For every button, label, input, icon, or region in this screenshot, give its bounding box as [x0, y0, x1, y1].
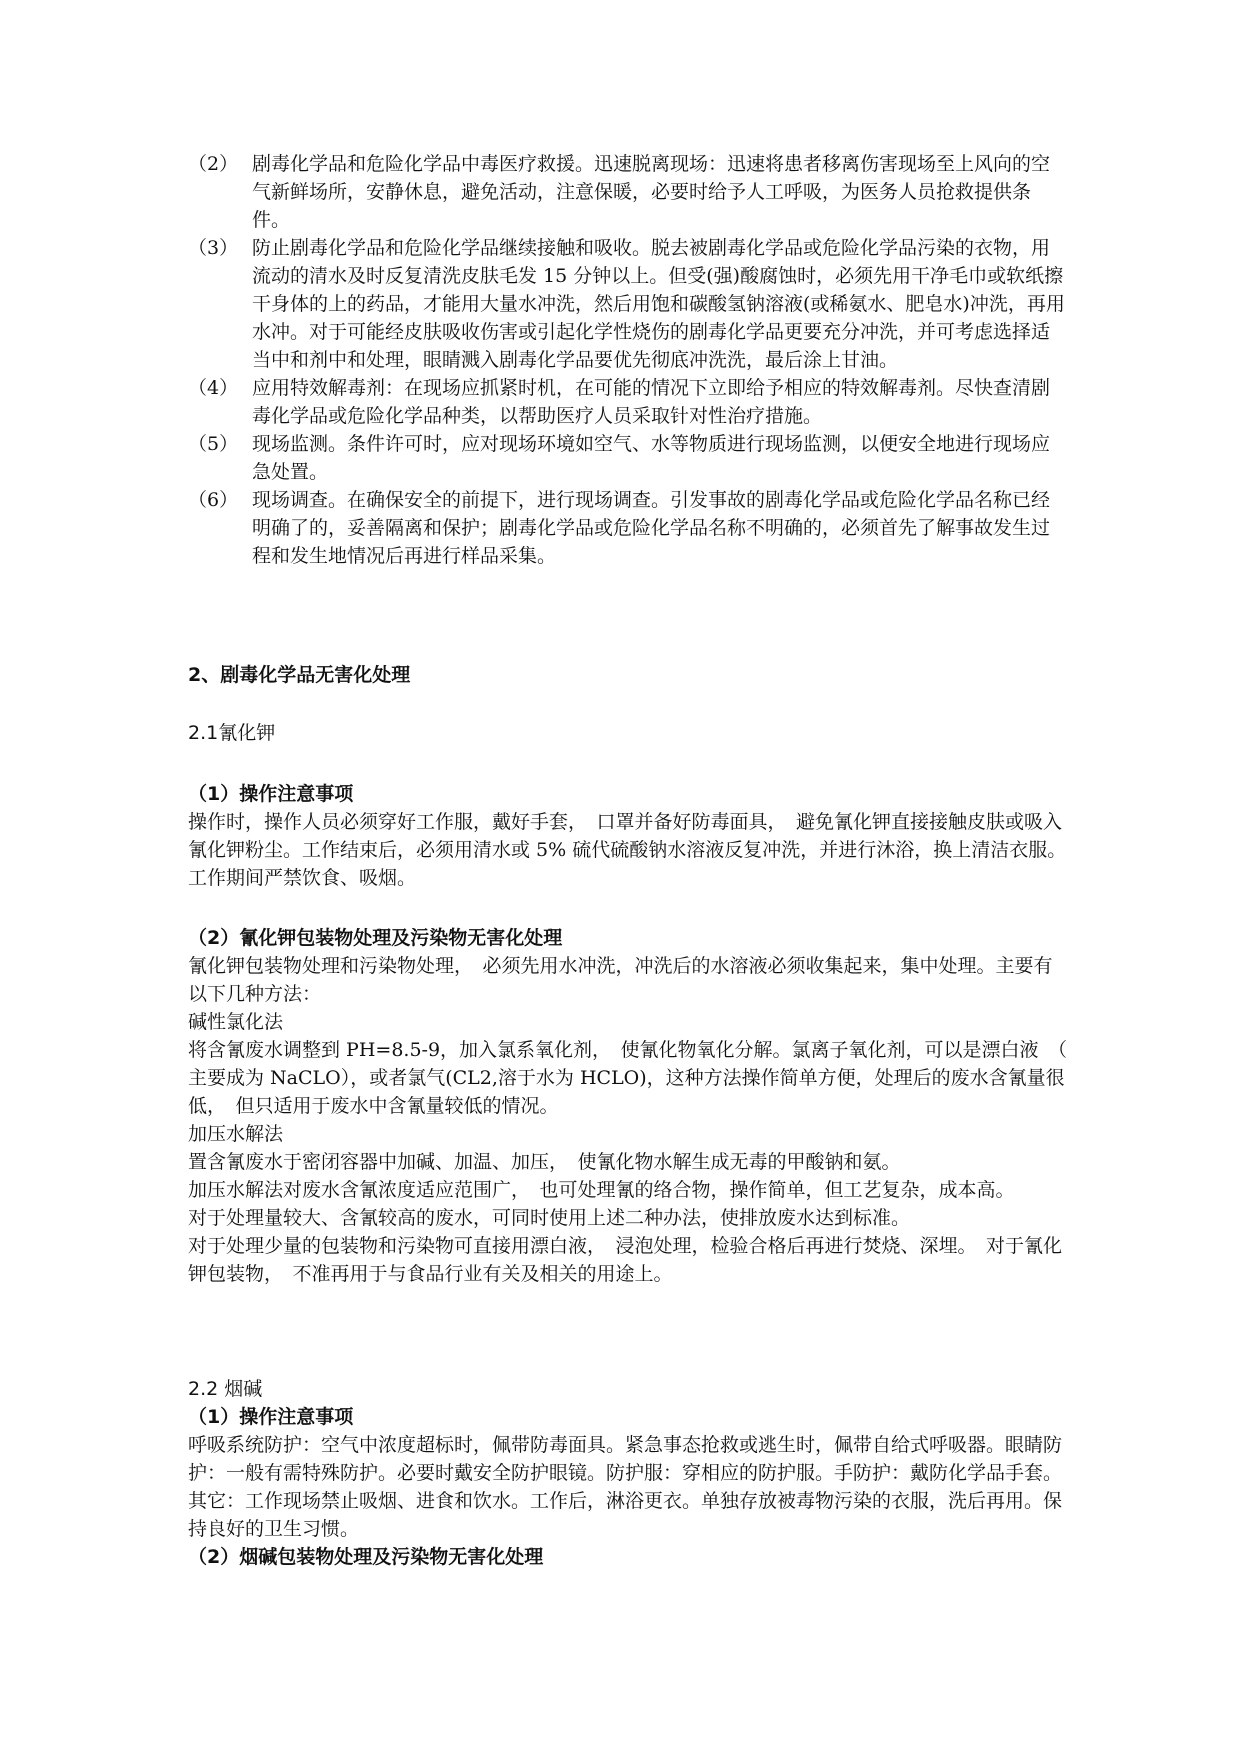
- list-item-text: 防止剧毒化学品和危险化学品继续接触和吸收。脱去被剧毒化学品或危险化学品污染的衣物，用流动的清水及时反复清洗皮肤毛发 15 分钟以上。但受(强)酸腐蚀时，必须先用干净毛巾或软纸擦干身体的上的药品，才能用大量水冲洗，然后用饱和碳酸氢钠溶液(或稀氨水、肥皂水)冲洗，再用水冲。对于可能经皮肤吸收伤害或引起化学性烧伤的剧毒化学品更要充分冲洗，并可考虑选择适当中和剂中和处理，眼睛溅入剧毒化学品要优先彻底冲洗洗，最后涂上甘油。: [252, 237, 1065, 371]
- list-item-text: 现场调查。在确保安全的前提下，进行现场调查。引发事故的剧毒化学品或危险化学品名称已经明确了的，妥善隔离和保护；剧毒化学品或危险化学品名称不明确的，必须首先了解事故发生过程和发生地情况后再进行样品采集。: [252, 489, 1051, 567]
- list-item: [188, 234, 1068, 374]
- small-quantity-text: 对于处理少量的包装物和污染物可直接用漂白液， 浸泡处理，检验合格后再进行焚烧、深埋。 对于氰化钾包装物， 不准再用于与食品行业有关及相关的用途上。: [188, 1235, 1063, 1285]
- combined-text: 对于处理量较大、含氰较高的废水，可同时使用上述二种办法，使排放废水达到标准。: [188, 1207, 911, 1229]
- packaging-heading: （2）烟碱包装物处理及污染物无害化处理: [188, 1546, 544, 1568]
- kcn-packaging-block: [188, 924, 1087, 1288]
- packaging-intro: 氰化钾包装物处理和污染物处理， 必须先用水冲洗，冲洗后的水溶液必须收集起来，集中处理。主要有以下几种方法：: [188, 955, 1053, 1005]
- method-name: 碱性氯化法: [188, 1011, 284, 1033]
- subsection-heading-kcn: [188, 719, 1068, 747]
- operation-text: 呼吸系统防护：空气中浓度超标时，佩带防毒面具。紧急事态抢救或逃生时，佩带自给式呼吸器。眼睛防护：一般有需特殊防护。必要时戴安全防护眼镜。防护服：穿相应的防护服。手防护：戴防化学品手套。其它：工作现场禁止吸烟、进食和饮水。工作后，淋浴更衣。单独存放被毒物污染的衣服，洗后再用。保持良好的卫生习惯。: [188, 1434, 1063, 1540]
- list-item-number: （6）: [188, 489, 239, 511]
- method-text: 置含氰废水于密闭容器中加碱、加温、加压， 使氰化物水解生成无毒的甲酸钠和氨。: [188, 1151, 901, 1173]
- list-item-number: （4）: [188, 377, 239, 399]
- operation-heading: （1）操作注意事项: [188, 783, 354, 805]
- operation-heading: （1）操作注意事项: [188, 1406, 354, 1428]
- list-item: [188, 430, 1068, 486]
- section-heading: [188, 661, 1068, 689]
- list-item: [188, 374, 1068, 430]
- list-item-number: （3）: [188, 237, 239, 259]
- subsection-title: 2.2 烟碱: [188, 1378, 263, 1400]
- emergency-measures-list: [188, 150, 1068, 570]
- list-item: [188, 486, 1068, 570]
- list-item-text: 现场监测。条件许可时，应对现场环境如空气、水等物质进行现场监测，以便安全地进行现场应急处置。: [252, 433, 1051, 483]
- list-item-number: （2）: [188, 153, 239, 175]
- list-item-text: 应用特效解毒剂：在现场应抓紧时机，在可能的情况下立即给予相应的特效解毒剂。尽快查清剧毒化学品或危险化学品种类，以帮助医疗人员采取针对性治疗措施。: [252, 377, 1051, 427]
- method-name: 加压水解法: [188, 1123, 284, 1145]
- subsection-title: 2.1氰化钾: [188, 722, 276, 744]
- naoh-block: [188, 1375, 1068, 1571]
- method-text: 将含氰废水调整到 PH=8.5-9，加入氯系氧化剂， 使氰化物氧化分解。氯离子氧化剂，可以是漂白液 （ 主要成为 NaCLO），或者氯气(CL2,溶于水为 HCLO)，这种方法操作简单方便，处理后的废水含氰量很低， 但只适用于废水中含氰量较低的情况。: [188, 1039, 1087, 1117]
- packaging-heading: （2）氰化钾包装物处理及污染物无害化处理: [188, 927, 563, 949]
- kcn-operation-block: [188, 780, 1068, 892]
- method-text: 加压水解法对废水含氰浓度适应范围广， 也可处理氰的络合物，操作简单，但工艺复杂，成本高。: [188, 1179, 1015, 1201]
- list-item-number: （5）: [188, 433, 239, 455]
- operation-text: 操作时，操作人员必须穿好工作服，戴好手套， 口罩并备好防毒面具， 避免氰化钾直接接触皮肤或吸入氰化钾粉尘。工作结束后，必须用清水或 5% 硫代硫酸钠水溶液反复冲洗，并进行沐浴，换上清洁衣服。工作期间严禁饮食、吸烟。: [188, 811, 1067, 889]
- list-item: [188, 150, 1068, 234]
- list-item-text: 剧毒化学品和危险化学品中毒医疗救援。迅速脱离现场：迅速将患者移离伤害现场至上风向的空气新鲜场所，安静休息，避免活动，注意保暖，必要时给予人工呼吸，为医务人员抢救提供条件。: [252, 153, 1051, 231]
- section-title: 2、剧毒化学品无害化处理: [188, 664, 411, 686]
